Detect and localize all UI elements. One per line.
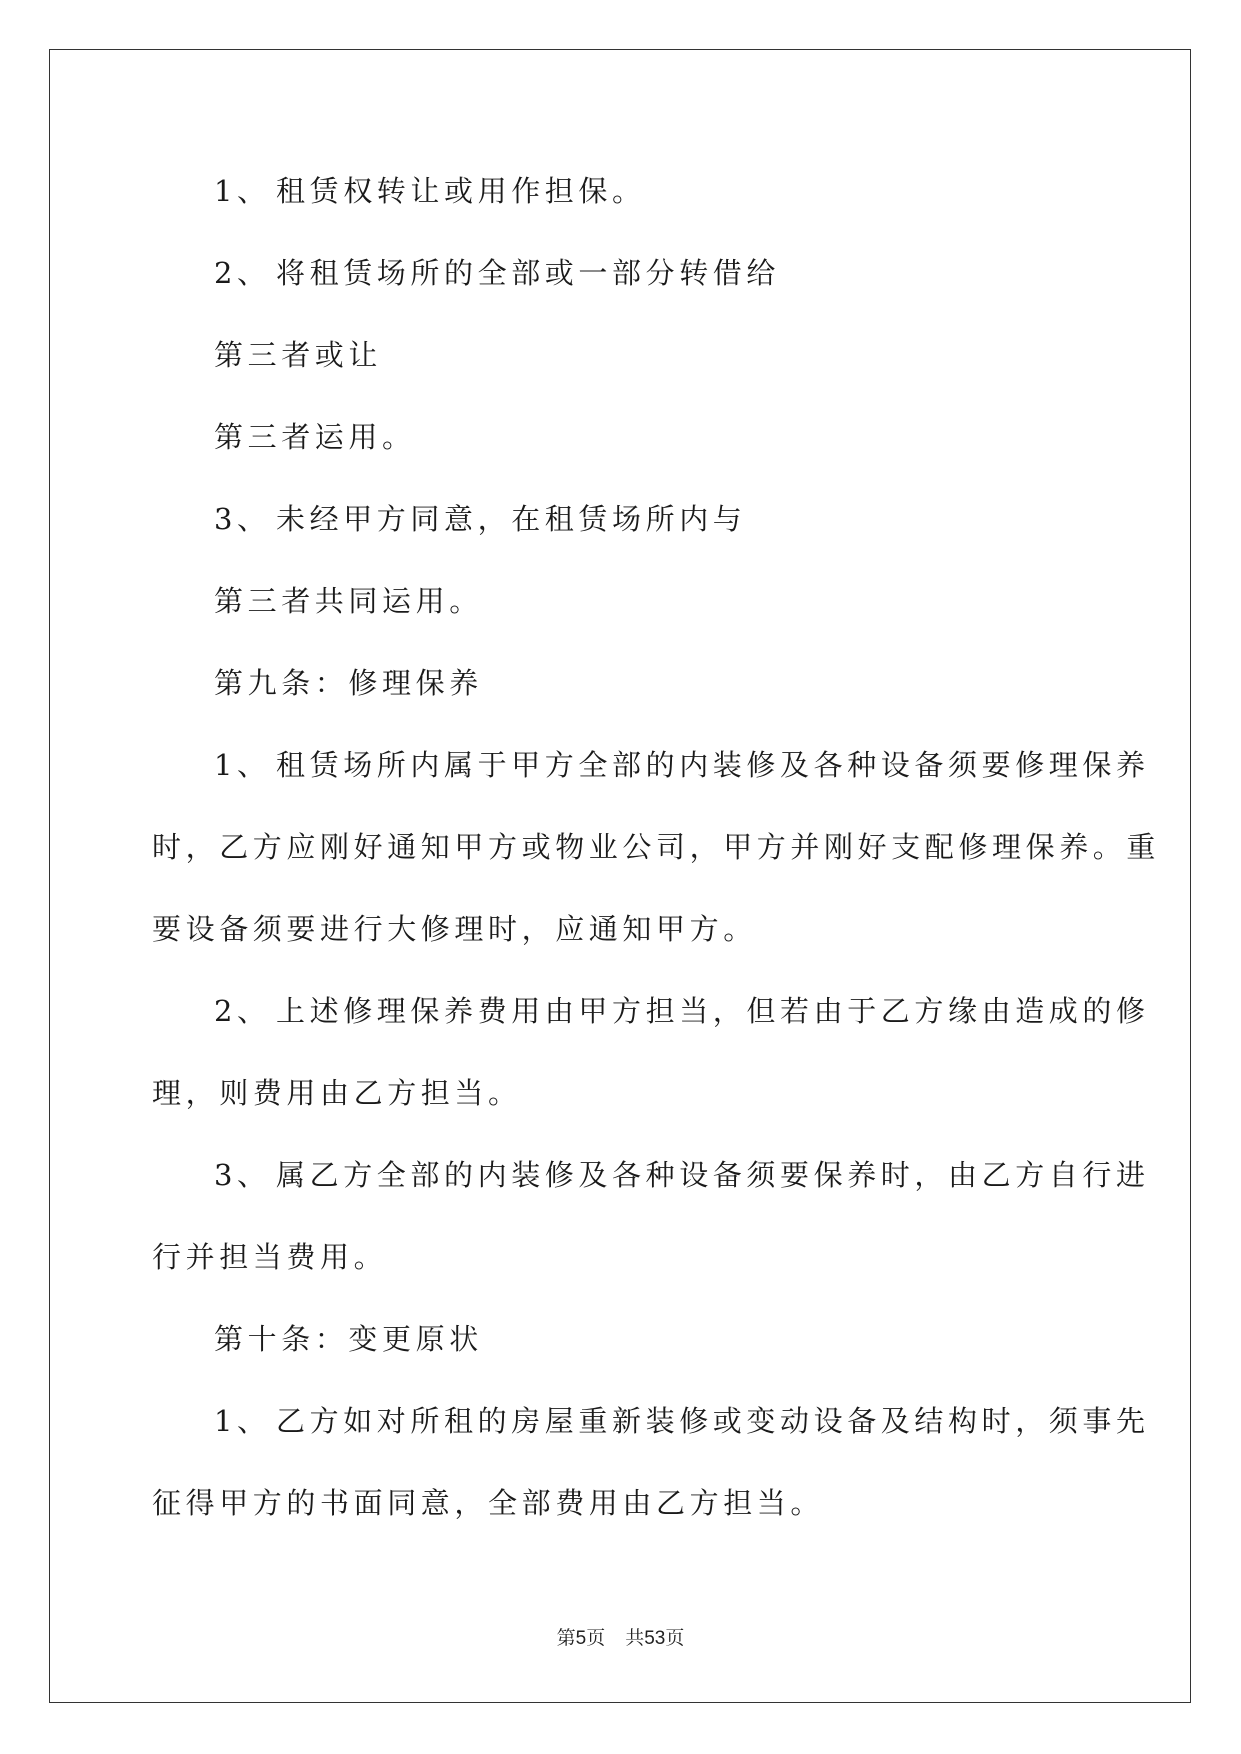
- total-pages-label: 共53页: [625, 1628, 685, 1649]
- page-border: [49, 49, 1191, 1703]
- text-line: 理，则费用由乙方担当。: [152, 1076, 522, 1110]
- section-heading: 第十条：变更原状: [214, 1322, 483, 1356]
- item-text: 上述修理保养费用由甲方担当，但若由于乙方缘由造成的修: [276, 994, 1150, 1028]
- clause-item: [214, 256, 780, 290]
- item-number: 1、: [214, 748, 271, 782]
- clause-item: [214, 994, 1150, 1028]
- clause-item: [214, 748, 1150, 782]
- item-number: 2、: [214, 256, 271, 290]
- section-heading: 第九条：修理保养: [214, 666, 483, 700]
- text-line: 要设备须要进行大修理时，应通知甲方。: [152, 912, 757, 946]
- item-text: 乙方如对所租的房屋重新装修或变动设备及结构时，须事先: [276, 1404, 1150, 1438]
- text-line: 第三者运用。: [214, 420, 416, 454]
- page-footer: [0, 1628, 1241, 1650]
- item-text: 租赁场所内属于甲方全部的内装修及各种设备须要修理保养: [276, 748, 1150, 782]
- item-number: 1、: [214, 1404, 271, 1438]
- clause-item: [214, 1158, 1150, 1192]
- text-line: 行并担当费用。: [152, 1240, 388, 1274]
- item-number: 3、: [214, 502, 271, 536]
- clause-item: [214, 502, 746, 536]
- item-number: 3、: [214, 1158, 271, 1192]
- item-number: 2、: [214, 994, 271, 1028]
- item-text: 未经甲方同意，在租赁场所内与: [276, 502, 747, 536]
- clause-item: [214, 174, 646, 208]
- item-text: 将租赁场所的全部或一部分转借给: [276, 256, 781, 290]
- item-number: 1、: [214, 174, 271, 208]
- text-line: 第三者共同运用。: [214, 584, 483, 618]
- text-line: 时，乙方应刚好通知甲方或物业公司，甲方并刚好支配修理保养。重: [152, 830, 1161, 864]
- clause-item: [214, 1404, 1150, 1438]
- text-line: 征得甲方的书面同意，全部费用由乙方担当。: [152, 1486, 825, 1520]
- item-text: 租赁权转让或用作担保。: [276, 174, 646, 208]
- item-text: 属乙方全部的内装修及各种设备须要保养时，由乙方自行进: [276, 1158, 1150, 1192]
- current-page-label: 第5页: [556, 1628, 606, 1649]
- text-line: 第三者或让: [214, 338, 383, 372]
